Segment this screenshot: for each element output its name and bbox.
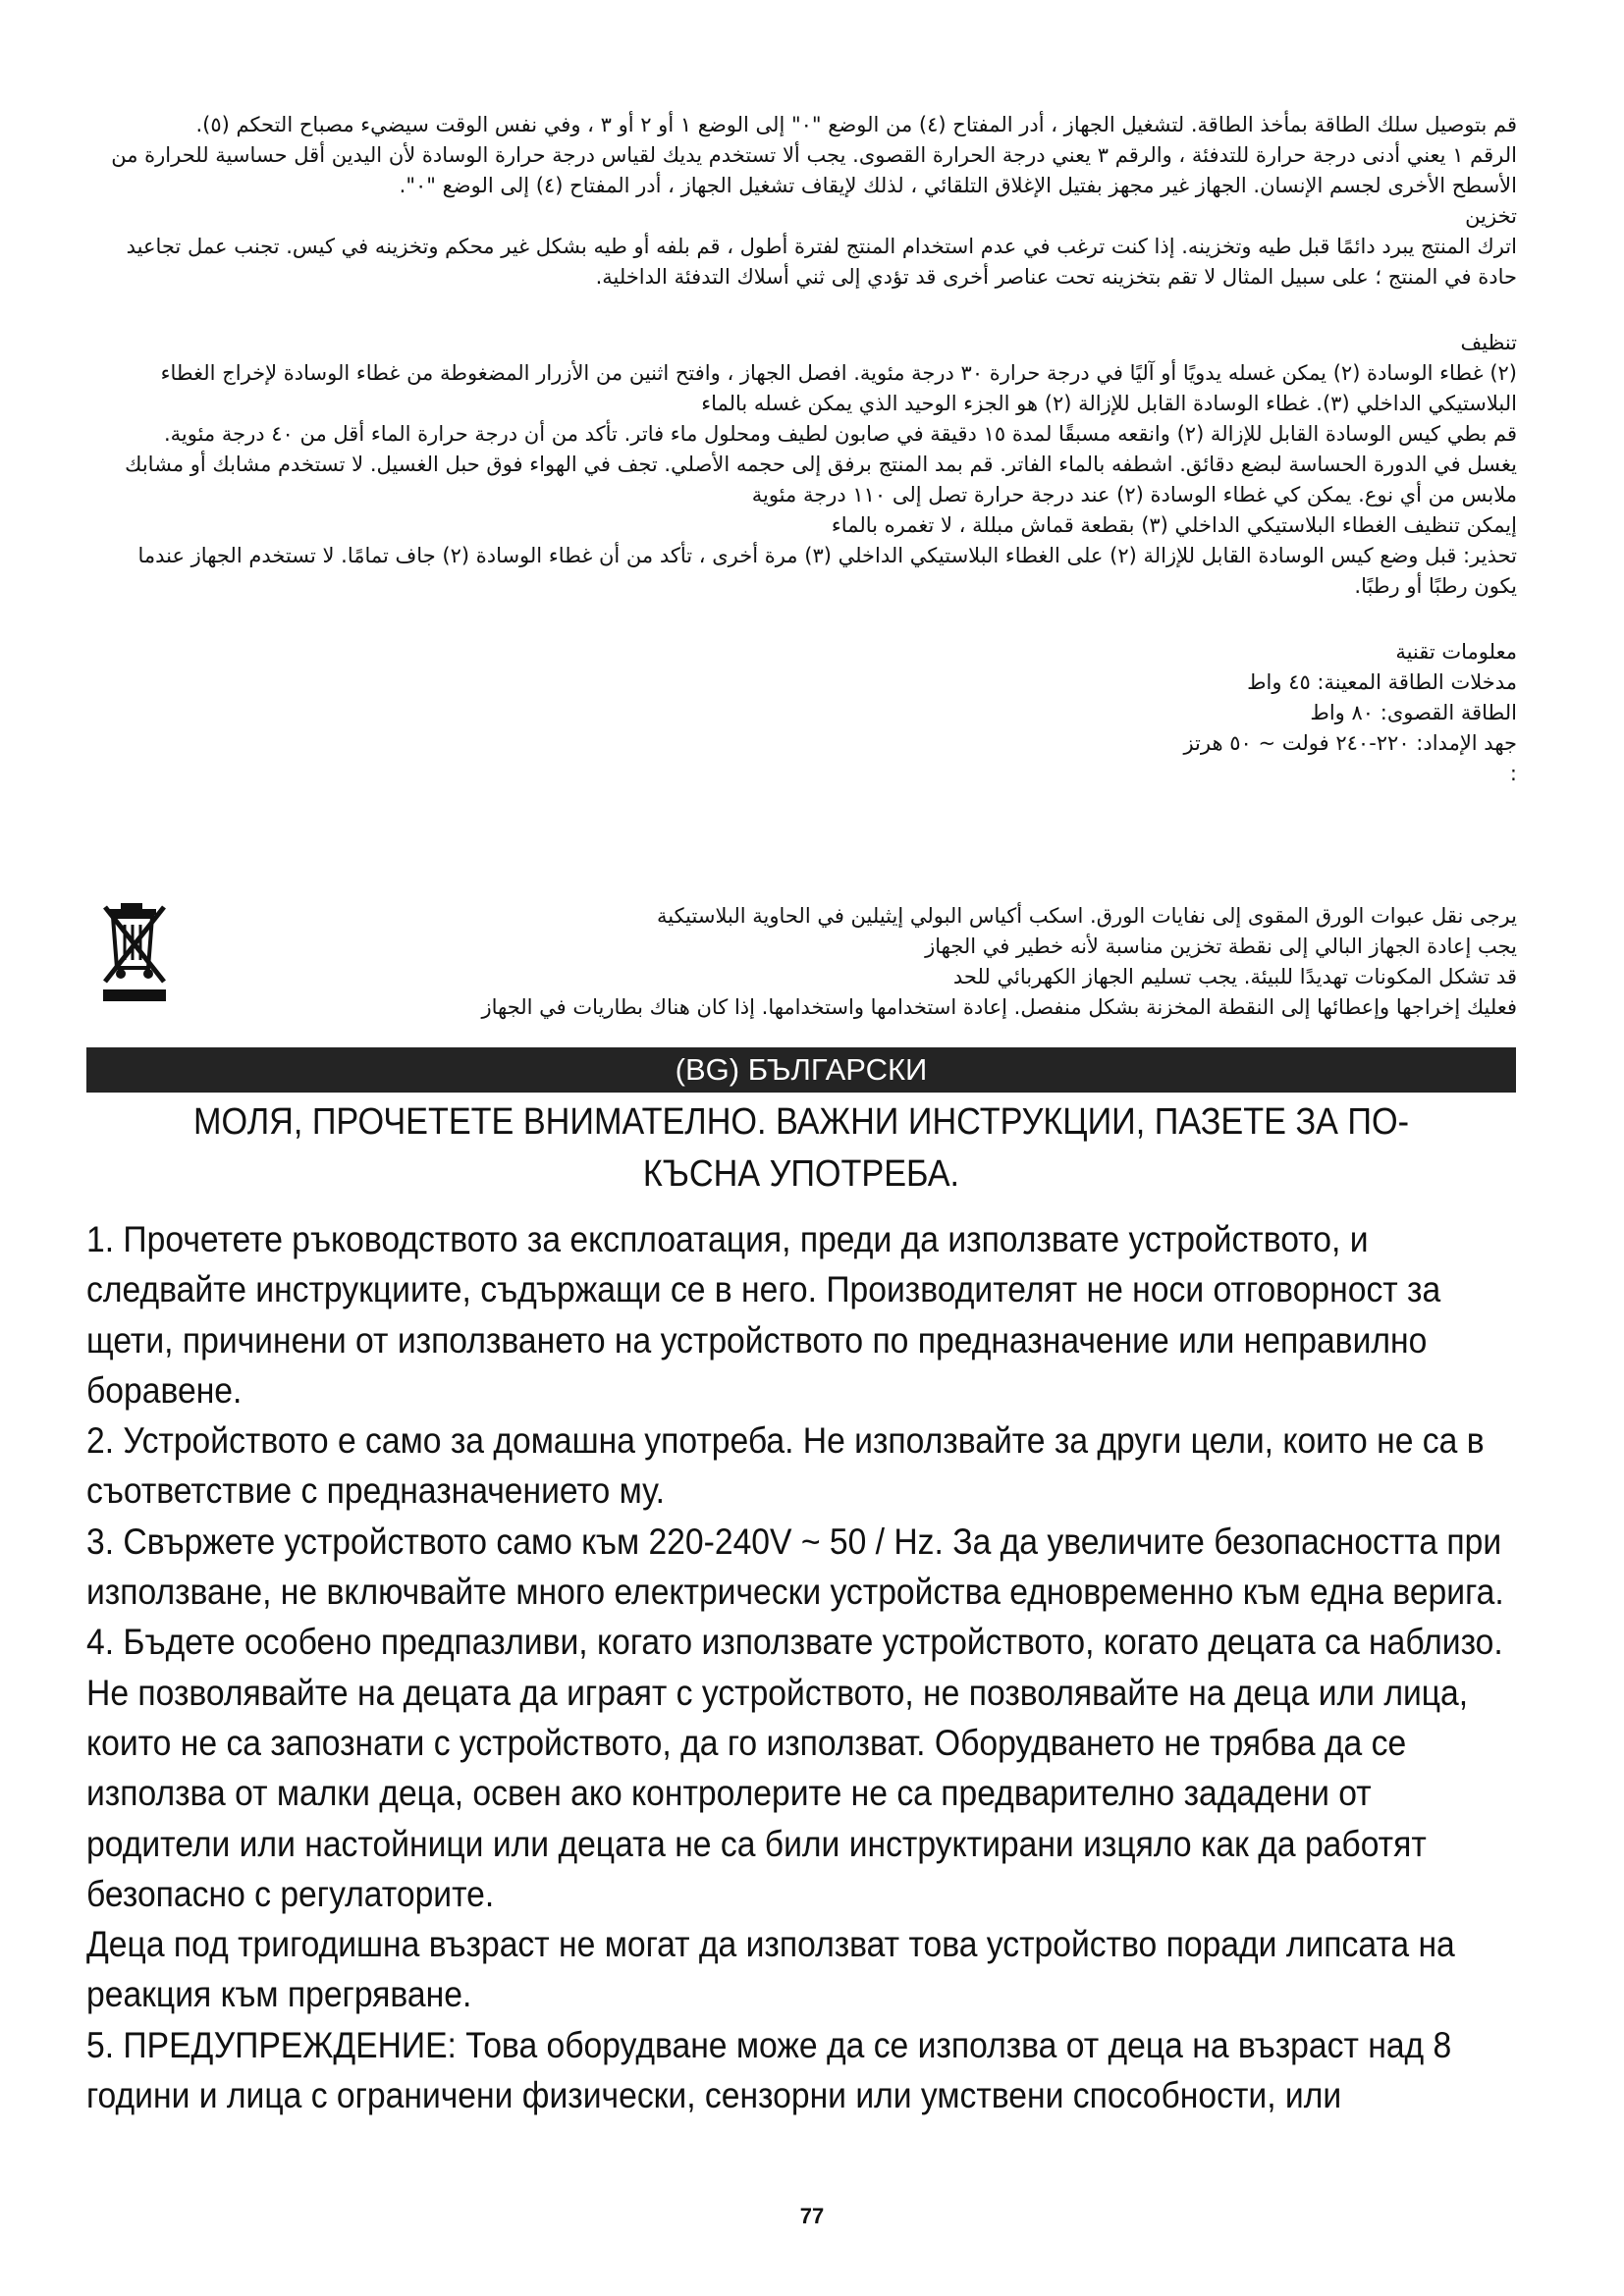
bulgarian-body: [86, 1214, 1516, 2120]
recycling-line: يجب إعادة الجهاز البالي إلى نقطة تخزين مناسبة لأنه خطير في الجهاز: [925, 934, 1517, 958]
arabic-paragraph: قم بطي كيس الوسادة القابل للإزالة (٢) وانقعه مسبقًا لمدة ١٥ دقيقة في صابون لطيف ومحلول ماء فاتر. تأكد من أن درجة حرارة الماء أقل من ٤٠ درجة مئوية.: [163, 422, 1517, 446]
section-banner-bg: (BG) БЪЛГАРСКИ: [86, 1047, 1516, 1093]
arabic-paragraph: قم بتوصيل سلك الطاقة بمأخذ الطاقة. لتشغيل الجهاز ، أدر المفتاح (٤) من الوضع "٠" إلى الوضع ١ أو ٢ أو ٣ ، وفي نفس الوقت سيضيء مصباح التحكم (٥).: [195, 113, 1517, 136]
arabic-paragraph: (٢) غطاء الوسادة (٢) يمكن غسله يدويًا أو آليًا في درجة حرارة ٣٠ درجة مئوية. افصل الجهاز ، وافتح اثنين من الأزرار المضغوطة من غطاء الوسادة لإخراج الغطاء البلاستيكي الداخلي (٣). غطاء الوسادة القابل للإزالة (٢) هو الجزء الوحيد الذي يمكن غسله بالماء: [160, 361, 1517, 415]
page-number: 77: [799, 2204, 825, 2228]
arabic-heading-technical: معلومات تقنية: [1395, 640, 1517, 664]
bulgarian-paragraph-4: 4. Бъдете особено предпазливи, когато използвате устройството, когато децата са наблизо. Не позволявайте на децата да играят с устройството, не позволявайте на деца или лица, които не са запознати с устройството, да го използват. Оборудването не трябва да се използва от малки деца, освен ако контролерите не са предварително зададени от родители или настойници или децата не са били инструктирани изцяло как да работят безопасно с регулаторите.: [86, 1622, 1503, 1914]
bulgarian-paragraph-children: Деца под тригодишна възраст не могат да използват това устройство поради липсата на реакция към прегряване.: [86, 1924, 1455, 2015]
recycling-line: قد تشكل المكونات تهديدًا للبيئة. يجب تسليم الجهاز الكهربائي للحد: [952, 965, 1517, 988]
arabic-heading-storage: تخزين: [1465, 204, 1517, 228]
bulgarian-paragraph-3: 3. Свържете устройството само към 220-240V ~ 50 / Hz. За да увеличите безопасността при използване, не включвайте много електрически устройства едновременно към една верига.: [86, 1521, 1504, 1613]
recycling-line: فعليك إخراجها وإعطائها إلى النقطة المخزنة بشكل منفصل. إعادة استخدامها واستخدامها. إذا كان هناك بطاريات في الجهاز: [481, 995, 1517, 1019]
arabic-spec-power: مدخلات الطاقة المعينة: ٤٥ واط: [1247, 670, 1517, 694]
arabic-text-block: [103, 110, 1517, 789]
arabic-spec-max-power: الطاقة القصوى: ٨٠ واط: [1310, 701, 1517, 724]
recycling-line: يرجى نقل عبوات الورق المقوى إلى نفايات الورق. اسكب أكياس البولي إيثيلين في الحاوية البلاستيكية: [656, 904, 1517, 928]
arabic-heading-cleaning: تنظيف: [1460, 331, 1517, 354]
bulgarian-paragraph-5: 5. ПРЕДУПРЕЖДЕНИЕ: Това оборудване може да се използва от деца на възраст над 8 години и лица с ограничени физически, сензорни или умствени способности, или: [86, 2024, 1452, 2116]
arabic-paragraph: إيمكن تنظيف الغطاء البلاستيكي الداخلي (٣) بقطعة قماش مبللة ، لا تغمره بالماء: [831, 513, 1517, 537]
arabic-paragraph: تحذير: قبل وضع كيس الوسادة القابل للإزالة (٢) على الغطاء البلاستيكي الداخلي (٣) مرة أخرى ، تأكد من أن غطاء الوسادة (٢) جاف تمامًا. لا تستخدم الجهاز عندما يكون رطبًا أو رطبًا.: [137, 544, 1517, 598]
arabic-paragraph: يغسل في الدورة الحساسة لبضع دقائق. اشطفه بالماء الفاتر. قم بمد المنتج برفق إلى حجمه الأصلي. تجف في الهواء فوق حبل الغسيل. لا تستخدم مشابك أو مشابك ملابس من أي نوع. يمكن كي غطاء الوسادة (٢) عند درجة حرارة تصل إلى ١١٠ درجة مئوية: [125, 453, 1517, 507]
bulgarian-heading: МОЛЯ, ПРОЧЕТЕТЕ ВНИМАТЕЛНО. ВАЖНИ ИНСТРУКЦИИ, ПАЗЕТЕ ЗА ПО-КЪСНА УПОТРЕБА.: [192, 1101, 1410, 1195]
arabic-paragraph: الرقم ١ يعني أدنى درجة حرارة للتدفئة ، والرقم ٣ يعني درجة الحرارة القصوى. يجب ألا تستخدم يديك لقياس درجة حرارة الوسادة لأن اليدين أقل حساسية للحرارة من الأسطح الأخرى لجسم الإنسان. الجهاز غير مجهز بفتيل الإغلاق التلقائي ، لذلك لإيقاف تشغيل الجهاز ، أدر المفتاح (٤) إلى الوضع "٠".: [111, 143, 1517, 197]
arabic-spec-voltage: جهد الإمداد: ٢٢٠-٢٤٠ فولت ~ ٥٠ هرتز: [1183, 731, 1517, 755]
crossed-out-bin-icon: [103, 901, 168, 1003]
bulgarian-paragraph-1: 1. Прочетете ръководството за експлоатация, преди да използвате устройството, и следвайте инструкциите, съдържащи се в него. Производителят не носи отговорност за щети, причинени от използването на устройството по предназначение или неправилно боравене.: [86, 1219, 1441, 1411]
bulgarian-paragraph-2: 2. Устройството е само за домашна употреба. Не използвайте за други цели, които не са в съответствие с предназначението му.: [86, 1420, 1485, 1512]
arabic-paragraph: اترك المنتج يبرد دائمًا قبل طيه وتخزينه. إذا كنت ترغب في عدم استخدام المنتج لفترة أطول ، قم بلفه أو طيه بشكل غير محكم وتخزينه في كيس. تجنب عمل تجاعيد حادة في المنتج ؛ على سبيل المثال لا تقم بتخزينه تحت عناصر أخرى قد تؤدي إلى ثني أسلاك التدفئة الداخلية.: [126, 235, 1517, 289]
arabic-colon: :: [1509, 762, 1517, 785]
recycling-notice: [103, 901, 1517, 1023]
